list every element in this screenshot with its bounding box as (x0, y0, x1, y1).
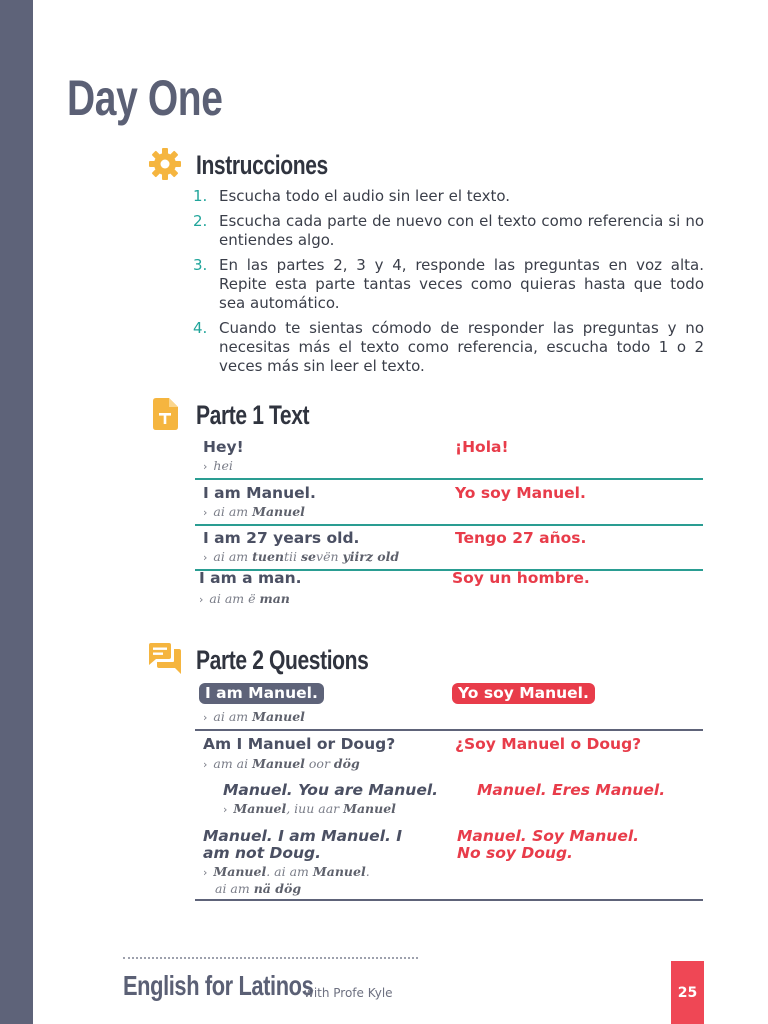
english-phrase-highlight: I am Manuel. (199, 683, 324, 704)
english-answer: Manuel. You are Manuel. (223, 781, 439, 799)
pronunciation-segment: am ai (213, 756, 253, 771)
pronunciation-segment: oor (304, 756, 334, 771)
chevron-right-icon: › (203, 460, 208, 473)
pronunciation-segment: yiirz old (342, 549, 400, 564)
pronunciation-segment: man (259, 591, 290, 606)
footer-subtitle: with Profe Kyle (304, 986, 393, 1000)
pronunciation-segment: Manuel (312, 864, 366, 879)
pronunciation-segment: nä dög (253, 881, 302, 896)
chevron-right-icon: › (203, 758, 208, 771)
english-phrase: Am I Manuel or Doug? (203, 735, 396, 753)
pronunciation-segment: Manuel (252, 504, 305, 519)
spanish-translation: Tengo 27 años. (455, 529, 587, 547)
pronunciation (203, 864, 370, 879)
spanish-translation: ¡Hola! (455, 438, 509, 456)
pronunciation (223, 801, 396, 816)
pronunciation (203, 504, 305, 519)
sidebar-stripe (0, 0, 33, 1024)
pronunciation-segment: tii (284, 549, 302, 564)
english-phrase: Hey! (203, 438, 244, 456)
pronunciation (215, 881, 301, 896)
pronunciation-segment: ai am (215, 881, 254, 896)
instruction-text: Escucha todo el audio sin leer el texto. (219, 187, 511, 205)
pronunciation (203, 458, 233, 473)
row-divider (195, 478, 703, 480)
parte2-heading: Parte 2 Questions (196, 645, 369, 675)
chevron-right-icon: › (203, 866, 208, 879)
spanish-translation: ¿Soy Manuel o Doug? (455, 735, 642, 753)
pronunciation-segment: ai am (213, 549, 253, 564)
instruction-number: 1. (193, 187, 208, 205)
parte1-heading: Parte 1 Text (196, 400, 310, 430)
table-bottom-rule (195, 899, 703, 901)
pronunciation-segment: Manuel (233, 801, 287, 816)
pronunciation-segment: vën (316, 549, 343, 564)
pronunciation (203, 709, 305, 724)
pronunciation-segment: Manuel (343, 801, 396, 816)
pronunciation-segment: ai am (213, 709, 253, 724)
instruction-item (190, 212, 704, 250)
row-divider (195, 524, 703, 526)
pronunciation-segment: . ai am (266, 864, 313, 879)
spanish-translation: Yo soy Manuel. (455, 484, 586, 502)
page-title: Day One (67, 70, 223, 126)
pronunciation (203, 756, 360, 771)
spanish-answer: Manuel. Eres Manuel. (477, 781, 666, 799)
chevron-right-icon: › (223, 803, 228, 816)
chevron-right-icon: › (203, 711, 208, 724)
instructions-header (148, 147, 708, 183)
instruction-number: 2. (193, 212, 208, 230)
page-number: 25 (671, 961, 704, 1024)
row-divider (195, 729, 703, 731)
chevron-right-icon: › (203, 506, 208, 519)
pronunciation-segment: ai am (213, 504, 253, 519)
pronunciation-segment: Manuel (213, 864, 267, 879)
instruction-number: 4. (193, 319, 208, 337)
chevron-right-icon: › (203, 551, 208, 564)
pronunciation-segment: . (365, 864, 370, 879)
text-document-icon (148, 397, 182, 431)
spanish-translation-highlight: Yo soy Manuel. (452, 683, 595, 704)
pronunciation (203, 549, 399, 564)
pronunciation-segment: Manuel (252, 709, 305, 724)
pronunciation-segment: tuen (252, 549, 285, 564)
pronunciation (199, 591, 290, 606)
spanish-translation: Soy un hombre. (452, 569, 590, 587)
english-phrase: I am Manuel. (203, 484, 316, 502)
english-phrase: I am 27 years old. (203, 529, 360, 547)
instruction-text: En las partes 2, 3 y 4, responde las preguntas en voz alta. Repite esta parte tantas veces como quieras hasta que todo sea automático. (219, 256, 704, 312)
instructions-list (190, 187, 704, 382)
pronunciation-segment: dög (333, 756, 360, 771)
pronunciation-segment: ai am ë (209, 591, 260, 606)
pronunciation-segment: se (301, 549, 317, 564)
chat-bubbles-icon (148, 642, 182, 676)
pronunciation-segment: Manuel (252, 756, 305, 771)
pronunciation-segment: , iuu aar (286, 801, 344, 816)
spanish-answer-line: No soy Doug. (457, 844, 573, 862)
english-phrase: I am a man. (199, 569, 302, 587)
instruction-number: 3. (193, 256, 208, 274)
parte2-header (148, 642, 708, 678)
spanish-answer-line: Manuel. Soy Manuel. (457, 827, 640, 845)
english-answer-line: Manuel. I am Manuel. I (203, 827, 403, 845)
instruction-item (190, 187, 704, 206)
instruction-item (190, 319, 704, 376)
chevron-right-icon: › (199, 593, 204, 606)
footer-dotted-rule (123, 957, 418, 959)
parte1-header (148, 397, 708, 433)
gear-icon (148, 147, 182, 181)
instructions-heading: Instrucciones (196, 150, 328, 180)
instruction-text: Escucha cada parte de nuevo con el texto como referencia si no entiendes algo. (219, 212, 704, 249)
footer-brand: English for Latinos (123, 970, 314, 1001)
instruction-item (190, 256, 704, 313)
english-answer-line: am not Doug. (203, 844, 322, 862)
pronunciation-segment: hei (213, 458, 233, 473)
instruction-text: Cuando te sientas cómodo de responder las preguntas y no necesitas más el texto como referencia, escucha todo 1 o 2 veces más sin leer el texto. (219, 319, 704, 375)
